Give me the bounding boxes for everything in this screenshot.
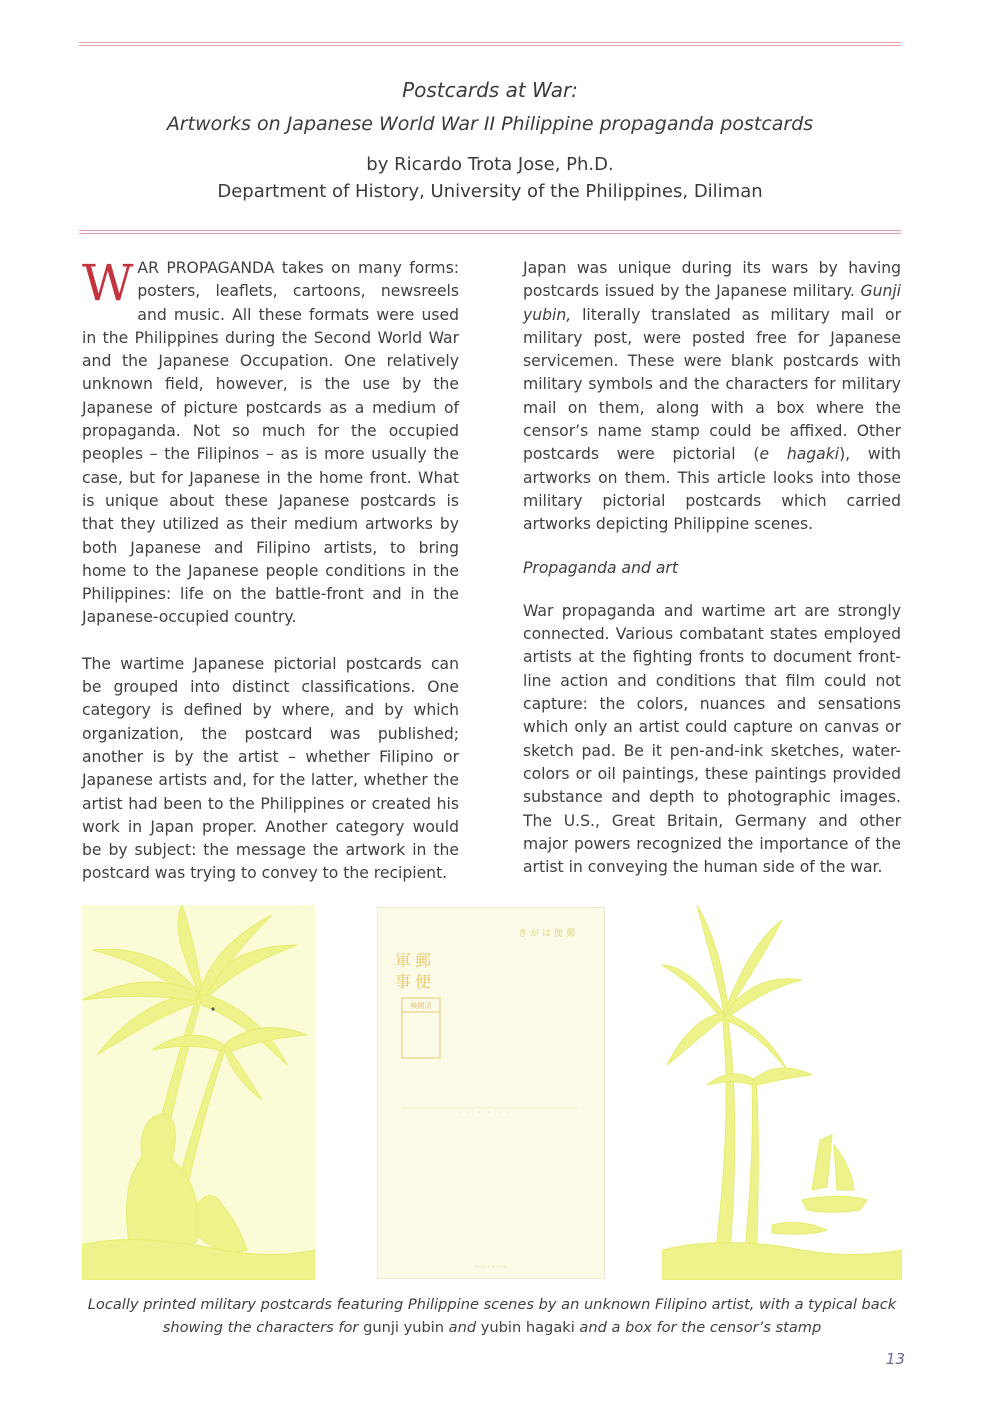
page-number: 13 bbox=[885, 1350, 905, 1368]
postcard-chars-col1: 郵 便 bbox=[412, 952, 432, 990]
article-title: Postcards at War: bbox=[402, 78, 578, 102]
section-subheading: Propaganda and art bbox=[523, 558, 678, 577]
lead-in: AR PROPAGANDA bbox=[137, 259, 275, 277]
top-rule bbox=[79, 42, 901, 46]
left-paragraph-1 bbox=[82, 254, 459, 630]
right-column bbox=[523, 257, 901, 879]
left-column bbox=[82, 254, 459, 886]
left-paragraph-2: The wartime Japanese pictorial postcards can be grouped into distinct classifications. One category is defined by where, and by which organization, the postcard was published; another is by the artist – whether Filipino or Japanese artists and, for the latter, whether the artist had been to the Philippines or created his work in Japan proper. Another category would be by subject: the message the artwork in the postcard was trying to convey to the recipient. bbox=[82, 654, 459, 883]
postcard-chars-col2: 軍 事 bbox=[392, 952, 412, 990]
caption-part-b: and bbox=[444, 1319, 481, 1336]
postcard-back-illustration bbox=[378, 908, 604, 1278]
article-subtitle: Artworks on Japanese World War II Philippine propaganda postcards bbox=[166, 113, 814, 135]
article-author: by Ricardo Trota Jose, Ph.D. bbox=[366, 154, 614, 175]
term-gunji-yubin: Gunji yubin, bbox=[523, 282, 901, 324]
censor-box-label: 検閲済 bbox=[410, 1002, 432, 1010]
right-paragraph-1 bbox=[523, 257, 901, 537]
postcard-front-palm-ship bbox=[662, 905, 902, 1280]
term-e-hagaki: e hagaki bbox=[759, 445, 840, 464]
right-p1-c: ), with artworks on them. This article looks into those military pictorial postcards which carried artworks depicting Philippine scenes. bbox=[523, 445, 901, 534]
palm-figure-illustration bbox=[82, 905, 315, 1280]
palm-ship-illustration bbox=[662, 905, 902, 1280]
caption-part-a: Locally printed military postcards featuring Philippine scenes by an unknown Filipino artist, with a typical back showing the characters for bbox=[87, 1296, 897, 1336]
caption-part-c: and a box for the censor’s stamp bbox=[574, 1319, 822, 1336]
postcard-footer-text: ＮＯ２ＴＳＩＵＮ bbox=[475, 1264, 507, 1269]
postcard-header-text: きがは便郵 bbox=[517, 929, 578, 939]
caption-term-gunji-yubin: gunji yubin bbox=[363, 1319, 445, 1336]
header-rule bbox=[79, 230, 901, 234]
postcard-back bbox=[377, 907, 605, 1279]
postcard-front-palm-figure bbox=[82, 905, 315, 1280]
caption-term-yubin-hagaki: yubin hagaki bbox=[480, 1319, 575, 1336]
figure-caption bbox=[82, 1293, 902, 1339]
right-p1-a: Japan was unique during its wars by having postcards issued by the Japanese military. bbox=[523, 259, 901, 301]
right-p1-b: literally translated as military mail or military post, were posted free for Japanese servicemen. These were blank postcards with military symbols and the characters for military mail on them, along with a box where the censor’s name stamp could be affixed. Other postcards were pictorial ( bbox=[523, 305, 901, 464]
article-department: Department of History, University of the Philippines, Diliman bbox=[217, 181, 763, 202]
drop-cap: W bbox=[82, 254, 134, 312]
postcard-images bbox=[82, 905, 902, 1280]
right-paragraph-2: War propaganda and wartime art are strongly connected. Various combatant states employed artists at the fighting fronts to document front-line action and conditions that film could not capture: the colors, nuances and sensations which only an artist could capture on canvas or sketch pad. Be it pen-and-ink sketches, water-colors or oil paintings, these paintings provided substance and depth to photographic images. The U.S., Great Britain, Germany and other major powers recognized the importance of the artist in conveying the human side of the war. bbox=[523, 601, 901, 877]
left-paragraph-1-text: takes on many forms: posters, leaflets, cartoons, newsreels and music. All these formats were used in the Philippines during the Second World War and the Japanese Occupation. One relatively unknown field, however, is the use by the Japanese of picture postcards as a medium of propaganda. Not so much for the occupied peoples – the Filipinos – as is more usually the case, but for Japanese in the home front. What is unique about these Japanese postcards is that they utilized as their medium artworks by both Japanese and Filipino artists, to bring home to the Japanese people conditions in the Philippines: life on the battle-front and in the Japanese-occupied country. bbox=[82, 259, 459, 627]
